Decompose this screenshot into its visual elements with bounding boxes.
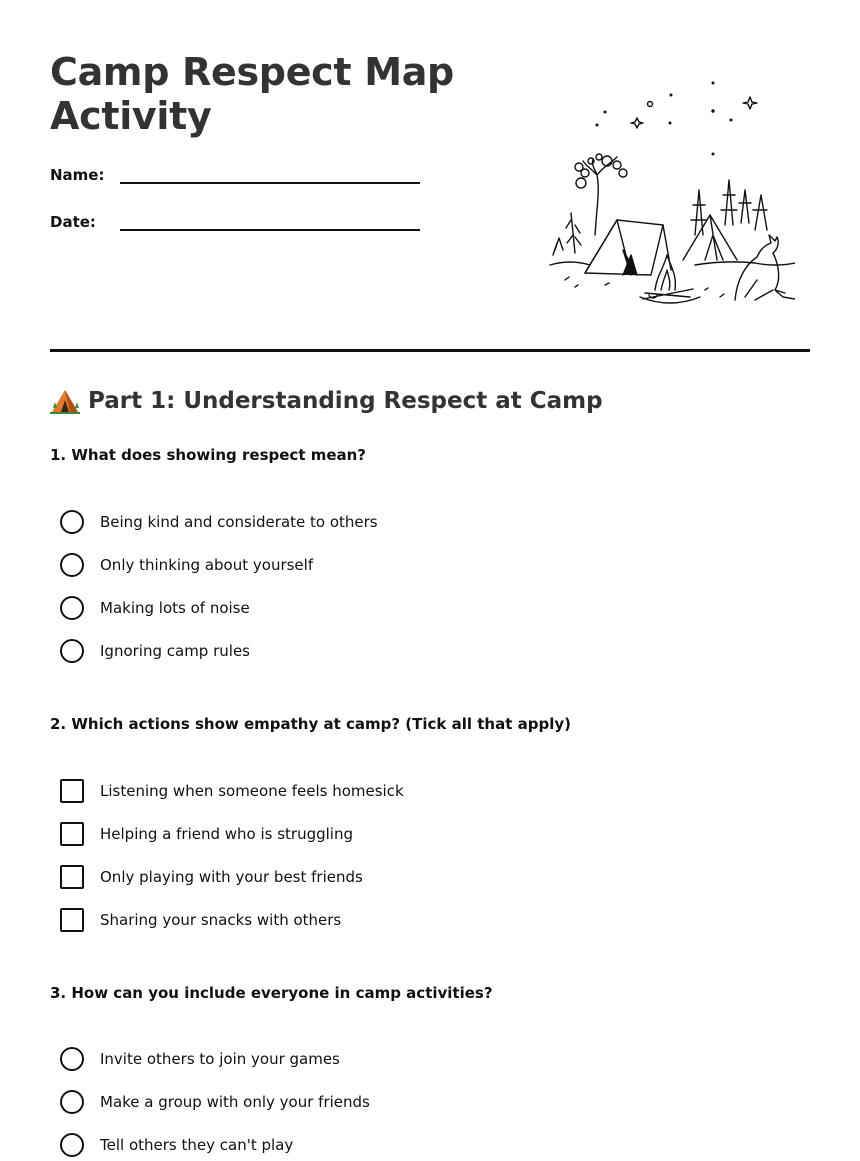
- q1-option-4[interactable]: [60, 639, 250, 663]
- option-label: Only playing with your best friends: [100, 868, 363, 886]
- radio-button[interactable]: [60, 1090, 84, 1114]
- name-input-line[interactable]: [120, 162, 420, 184]
- q3-option-2[interactable]: [60, 1090, 370, 1114]
- tent-icon: [50, 388, 80, 414]
- checkbox[interactable]: [60, 779, 84, 803]
- q2-option-1[interactable]: [60, 779, 404, 803]
- radio-button[interactable]: [60, 639, 84, 663]
- radio-button[interactable]: [60, 553, 84, 577]
- radio-button[interactable]: [60, 596, 84, 620]
- option-label: Listening when someone feels homesick: [100, 782, 404, 800]
- date-field: [50, 209, 420, 231]
- option-label: Helping a friend who is struggling: [100, 825, 354, 843]
- option-label: Tell others they can't play: [100, 1136, 294, 1154]
- option-label: Only thinking about yourself: [100, 556, 314, 574]
- option-label: Sharing your snacks with others: [100, 911, 342, 929]
- date-input-line[interactable]: [120, 209, 420, 231]
- question-2: 2. Which actions show empathy at camp? (Tick all that apply): [50, 715, 571, 733]
- date-label: Date:: [50, 213, 96, 231]
- radio-button[interactable]: [60, 510, 84, 534]
- q1-option-1[interactable]: [60, 510, 378, 534]
- q1-option-2[interactable]: [60, 553, 313, 577]
- name-label: Name:: [50, 166, 105, 184]
- checkbox[interactable]: [60, 822, 84, 846]
- question-3: 3. How can you include everyone in camp activities?: [50, 984, 493, 1002]
- q1-option-3[interactable]: [60, 596, 250, 620]
- option-label: Making lots of noise: [100, 599, 250, 617]
- q2-option-2[interactable]: [60, 822, 353, 846]
- option-label: Being kind and considerate to others: [100, 513, 378, 531]
- q3-option-3[interactable]: [60, 1133, 293, 1157]
- question-1: 1. What does showing respect mean?: [50, 446, 367, 464]
- page-title: Camp Respect Map Activity: [50, 50, 454, 138]
- q3-option-1[interactable]: [60, 1047, 340, 1071]
- campsite-illustration: [545, 75, 795, 310]
- part1-title: [50, 388, 603, 414]
- radio-button[interactable]: [60, 1133, 84, 1157]
- q2-option-3[interactable]: [60, 865, 363, 889]
- checkbox[interactable]: [60, 865, 84, 889]
- option-label: Invite others to join your games: [100, 1050, 340, 1068]
- name-field: [50, 162, 420, 184]
- q2-option-4[interactable]: [60, 908, 341, 932]
- part1-title-text: Part 1: Understanding Respect at Camp: [88, 388, 603, 414]
- checkbox[interactable]: [60, 908, 84, 932]
- radio-button[interactable]: [60, 1047, 84, 1071]
- option-label: Make a group with only your friends: [100, 1093, 370, 1111]
- option-label: Ignoring camp rules: [100, 642, 250, 660]
- section-divider: [50, 349, 810, 352]
